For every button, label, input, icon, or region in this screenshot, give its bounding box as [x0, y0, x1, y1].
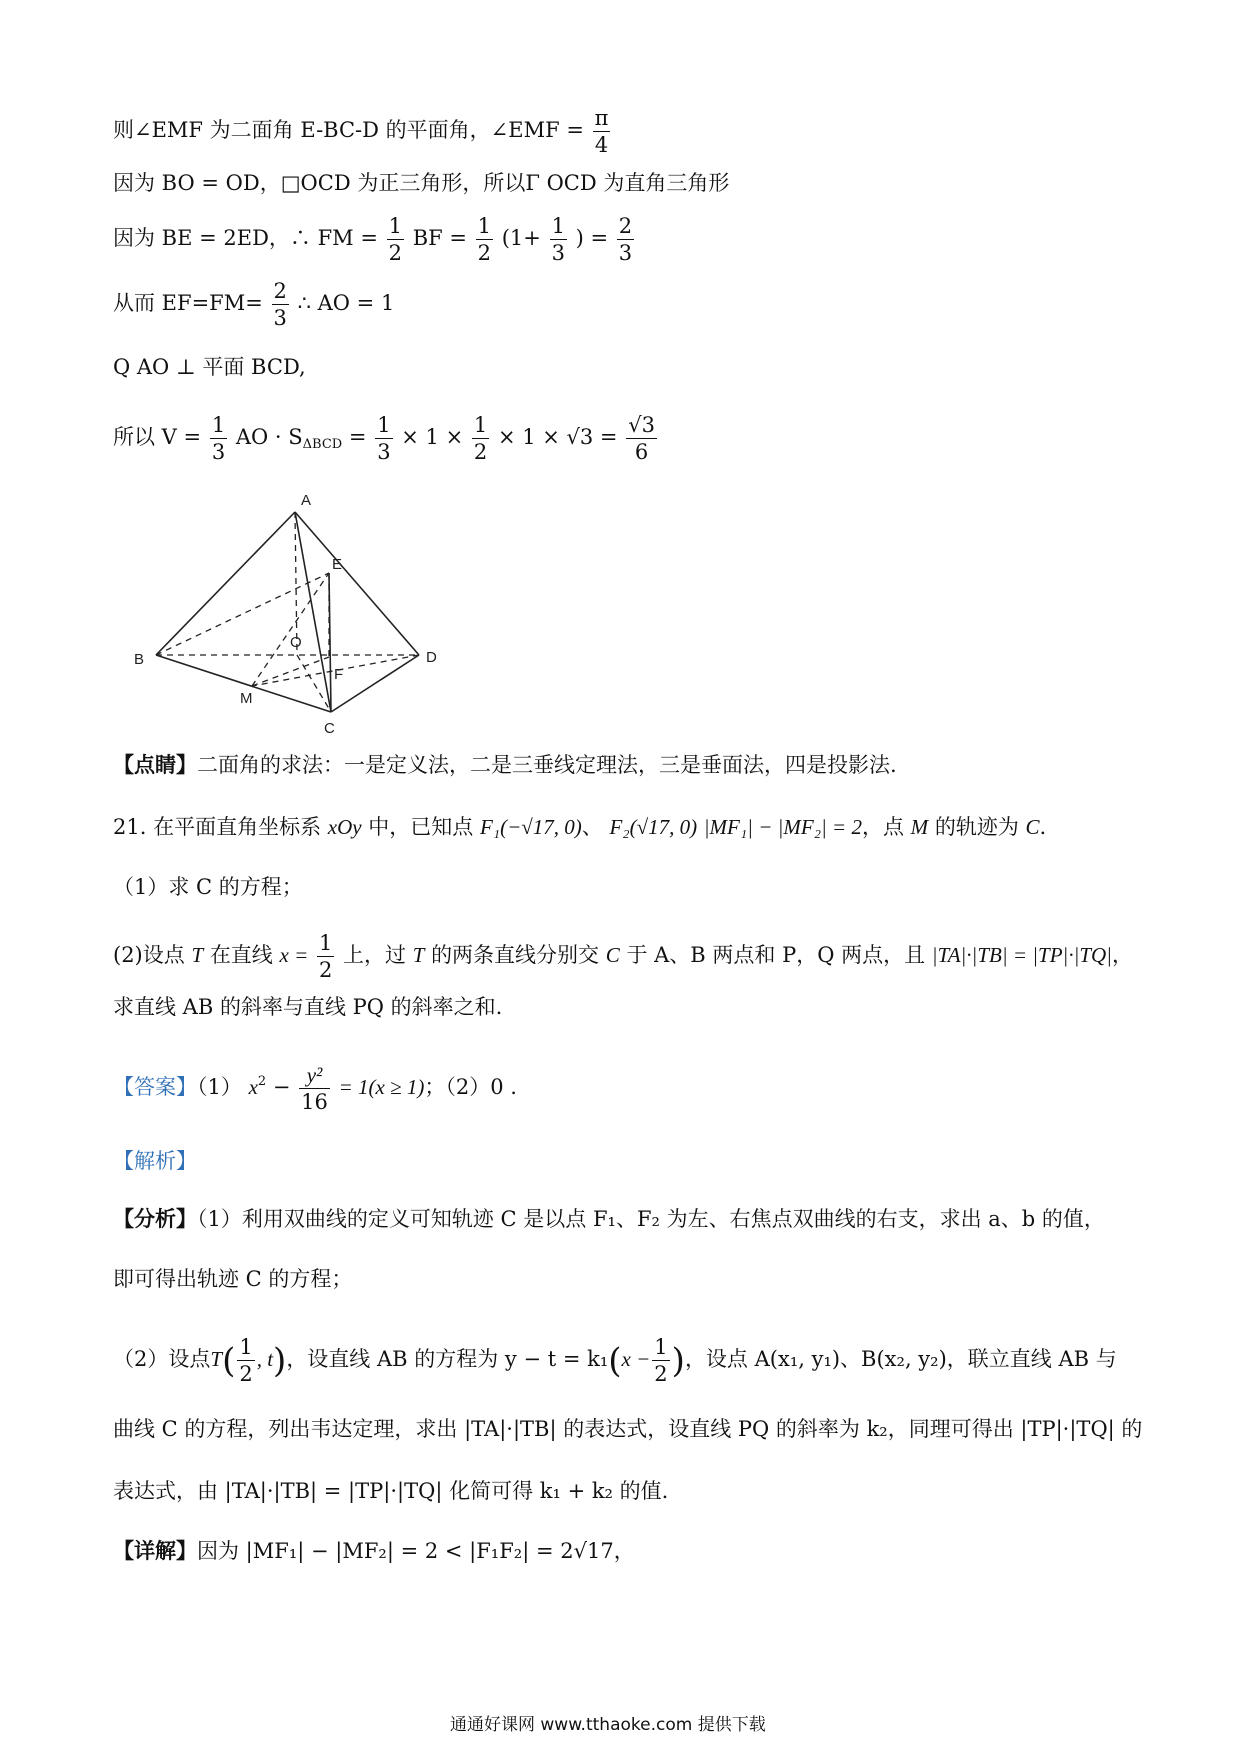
- proof-line-4: 从而 EF=FM= $\frac{2}{3}$ ∴ AO = 1: [113, 279, 395, 330]
- label-o: O: [290, 634, 302, 651]
- jiexi-tag: 【解析】: [113, 1149, 197, 1173]
- proof-line-6: 所以 V = $\frac{1}{3}$ AO · $S_{\Delta BCD}$ = $\frac{1}{3}$ × 1 × $\frac{1}{2}$ × 1 × √3 = $\frac{√3}{6}$: [113, 413, 655, 464]
- footer-watermark: 通通好课网 www.tthaoke.com 提供下载: [450, 1715, 766, 1735]
- analysis-tag: 【分析】: [113, 1206, 197, 1231]
- edge-be: [156, 573, 329, 655]
- label-a: A: [301, 492, 312, 509]
- analysis-line-5: 表达式，由 |TA|·|TB| = |TP|·|TQ| 化简可得 k₁ + k₂ 的值.: [113, 1479, 669, 1503]
- pyramid-figure: [120, 490, 450, 735]
- q21-part-2: (2)设点 T 在直线 x = $\frac{1}{2}$ 上，过 T 的两条直线分别交 C 于 A、B 两点和 P，Q 两点，且 |TA|·|TB| = |TP|·|TQ|，: [113, 931, 1133, 982]
- pi-over-4: $\frac{\pi}{4}$: [594, 106, 609, 157]
- analysis-line-4: 曲线 C 的方程，列出韦达定理，求出 |TA|·|TB| 的表达式，设直线 PQ 的斜率为 k₂，同理可得出 |TP|·|TQ| 的: [113, 1417, 1143, 1441]
- segment-mf: [252, 657, 329, 686]
- answer-tag: 【答案】: [113, 1075, 197, 1099]
- edge-ac: [295, 512, 331, 712]
- analysis-line-1: 【分析】（1）利用双曲线的定义可知轨迹 C 是以点 F₁、F₂ 为左、右焦点双曲线的右支，求出 a、b 的值，: [113, 1206, 1105, 1231]
- proof-line-2: 因为 BO = OD，□OCD 为正三角形，所以Γ OCD 为直角三角形: [113, 171, 730, 195]
- jiexi-line: [113, 1146, 197, 1176]
- edge-ad: [295, 512, 419, 655]
- label-f: F: [334, 666, 344, 683]
- proof-line-1: [113, 105, 612, 158]
- detail-line: 【详解】因为 |MF₁| − |MF₂| = 2 < |F₁F₂| = 2√17，: [113, 1538, 635, 1563]
- answer-line: 【答案】（1） $x^2$ − $\frac{\text{y²}}{16}$ = 1(x ≥ 1)；（2）0 .: [113, 1063, 517, 1114]
- label-c: C: [324, 720, 335, 735]
- segment-me: [252, 573, 329, 686]
- dianjing-tag: 【点睛】: [113, 752, 197, 777]
- detail-tag: 【详解】: [113, 1538, 197, 1563]
- q21-part-1: （1）求 C 的方程；: [113, 875, 303, 899]
- analysis-line-3: （2）设点T( $\frac{1}{2}$ , t)，设直线 AB 的方程为 y − t = k₁(x − $\frac{1}{2}$ )，设点 A(x₁, y₁)、B(x₂, y₂)，联立直线 AB 与: [113, 1335, 1117, 1386]
- edge-ab: [156, 512, 295, 655]
- q21-stem: 21. 在平面直角坐标系 xOy 中，已知点 F₁(−√17, 0)、 F₂(√17, 0) |MF₁| − |MF₂| = 2，点 M 的轨迹为 C.: [113, 815, 1047, 839]
- analysis-line-2: 即可得出轨迹 C 的方程；: [113, 1267, 353, 1291]
- q21-part-2-cont: 求直线 AB 的斜率与直线 PQ 的斜率之和.: [113, 995, 503, 1019]
- label-e: E: [332, 556, 343, 573]
- proof-text: 则∠EMF 为二面角 E-BC-D 的平面角，∠EMF =: [113, 118, 584, 142]
- proof-line-5: Q AO ⊥ 平面 BCD,: [113, 355, 306, 379]
- label-d: D: [426, 649, 437, 666]
- label-b: B: [134, 651, 145, 668]
- proof-line-3: 因为 BE = 2ED，∴ FM = $\frac{1}{2}$ BF = $\frac{1}{2}$ (1+ $\frac{1}{3}$ ) = $\frac{2}{3}$: [113, 214, 633, 265]
- dianjing-line: 【点睛】二面角的求法：一是定义法，二是三垂线定理法，三是垂面法，四是投影法.: [113, 752, 897, 777]
- label-m: M: [240, 690, 253, 707]
